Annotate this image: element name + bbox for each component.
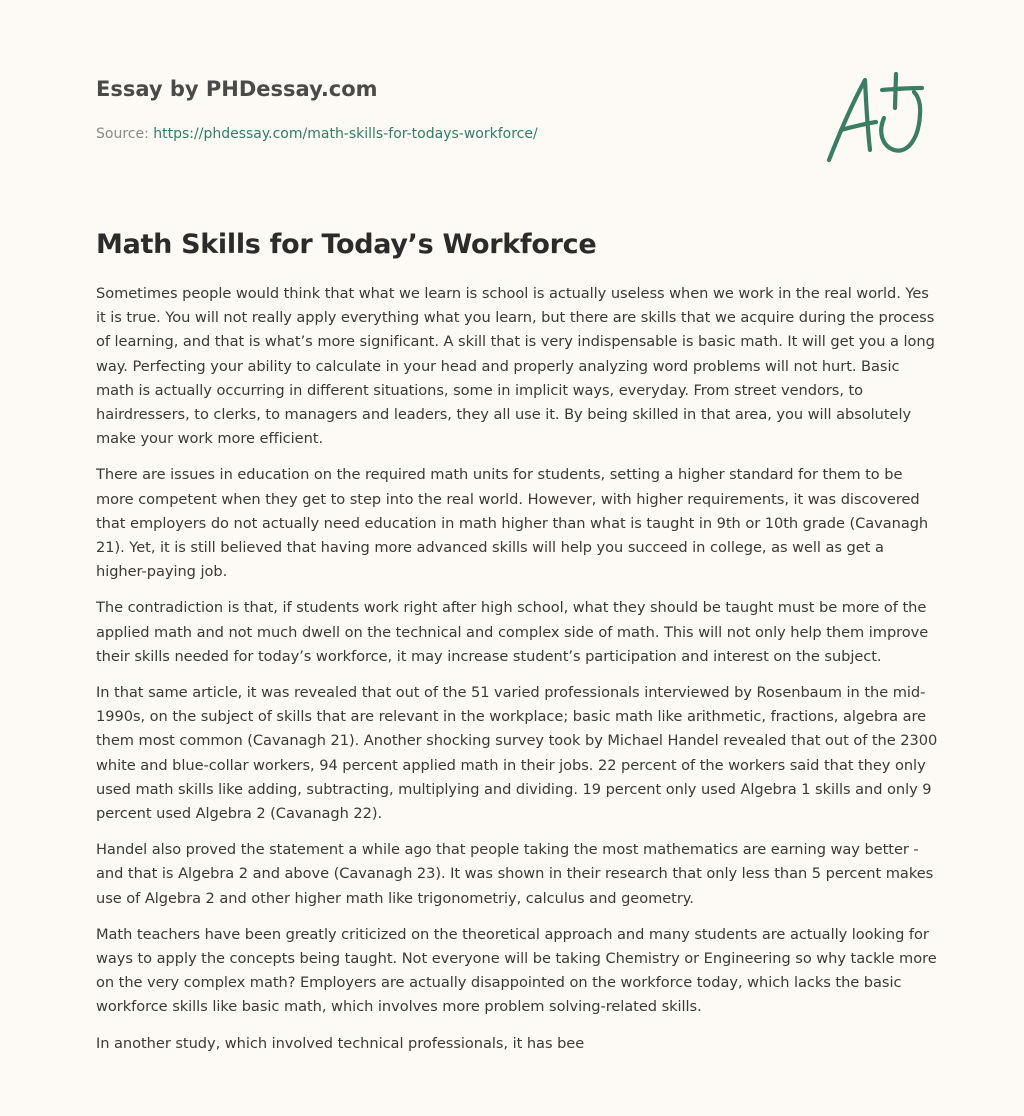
essay-paragraph: In that same article, it was revealed that out of the 51 varied professionals interviewed by Rosenbaum in the mid-1990s, on the subject of skills that are relevant in the workplace; basic math like arithmetic, fractions, algebra are them most common (Cavanagh 21). Another shocking survey took by Michael Handel revealed that out of the 2300 white and blue-collar workers, 94 percent applied math in their jobs. 22 percent of the workers said that they only used math skills like adding, subtracting, multiplying and dividing. 19 percent only used Algebra 1 skills and only 9 percent used Algebra 2 (Cavanagh 22). bbox=[96, 684, 938, 823]
essay-header bbox=[96, 74, 796, 144]
a-plus-logo-icon bbox=[820, 66, 930, 166]
logo-plus-horizontal bbox=[882, 88, 922, 90]
site-title: Essay by PHDessay.com bbox=[96, 77, 378, 101]
logo-swoosh bbox=[881, 92, 920, 151]
essay-title: Math Skills for Today’s Workforce bbox=[96, 229, 597, 260]
logo-a-stroke bbox=[829, 80, 870, 160]
essay-paragraph: The contradiction is that, if students work right after high school, what they should be taught must be more of the applied math and not much dwell on the technical and complex side of math. This will not only help them improve their skills needed for today’s workforce, it may increase student’s participation and interest on the subject. bbox=[96, 599, 929, 665]
a-plus-logo-svg bbox=[820, 66, 930, 166]
essay-paragraph: Math teachers have been greatly criticized on the theoretical approach and many students are actually looking for ways to apply the concepts being taught. Not everyone will be taking Chemistry or Engineering so why tackle more on the very complex math? Employers are actually disappointed on the workforce today, which lacks the basic workforce skills like basic math, which involves more problem solving-related skills. bbox=[96, 925, 937, 1016]
essay-paragraph: Sometimes people would think that what we learn is school is actually useless when we work in the real world. Yes it is true. You will not really apply everything what you learn, but there are skills that we acquire during the process of learning, and that is what’s more significant. A skill that is very indispensable is basic math. It will get you a long way. Perfecting your ability to calculate in your head and properly analyzing word problems will not hurt. Basic math is actually occurring in different situations, some in implicit ways, everyday. From street vendors, to hairdressers, to clerks, to managers and leaders, they all use it. By being skilled in that area, you will absolutely make your work more efficient. bbox=[96, 285, 935, 448]
essay-paragraph: Handel also proved the statement a while ago that people taking the most mathematics are earning way better - and that is Algebra 2 and above (Cavanagh 23). It was shown in their research that only less than 5 percent makes use of Algebra 2 and other higher math like trigonometriy, calculus and geometry. bbox=[96, 841, 934, 907]
source-line bbox=[96, 124, 796, 144]
essay-article bbox=[96, 226, 938, 1068]
essay-paragraph: There are issues in education on the required math units for students, setting a higher standard for them to be more competent when they get to step into the real world. However, with higher requirements, it was discovered that employers do not actually need education in math higher than what is taught in 9th or 10th grade (Cavanagh 21). Yet, it is still believed that having more advanced skills will help you succeed in college, as well as get a higher-paying job. bbox=[96, 466, 929, 581]
essay-paragraph: In another study, which involved technical professionals, it has bee bbox=[96, 1034, 585, 1052]
source-label: Source: bbox=[96, 126, 154, 142]
source-link[interactable]: https://phdessay.com/math-skills-for-todays-workforce/ bbox=[153, 126, 538, 142]
